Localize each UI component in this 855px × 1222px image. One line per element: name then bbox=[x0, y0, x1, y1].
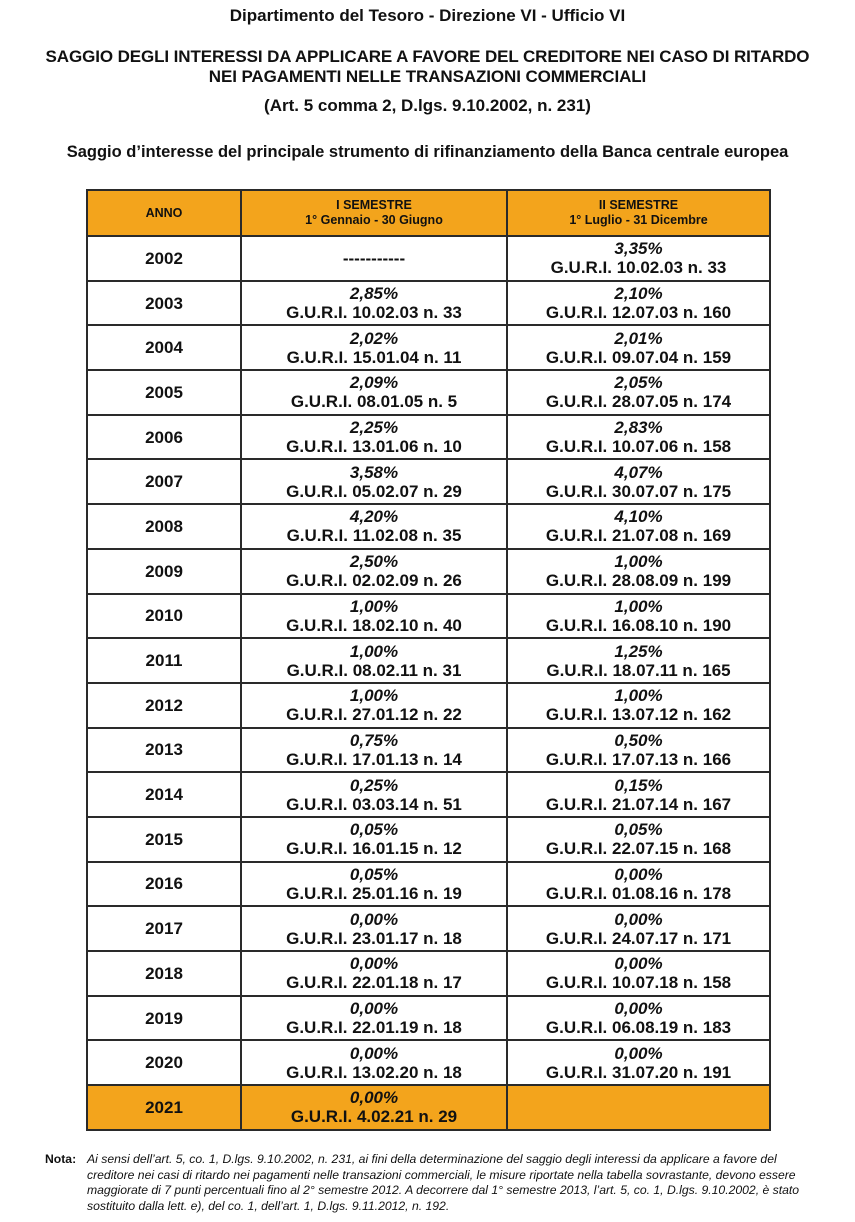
table-row bbox=[87, 683, 770, 728]
semester-1-rate: 1,00% bbox=[349, 596, 399, 616]
semester-1-rate: 2,09% bbox=[349, 373, 399, 393]
year-cell: 2019 bbox=[87, 996, 241, 1041]
semester-1-guri: G.U.R.I. 13.02.20 n. 18 bbox=[286, 1062, 462, 1082]
semester-2-cell bbox=[507, 370, 770, 415]
semester-1-cell bbox=[241, 996, 507, 1041]
semester-2-rate: 0,00% bbox=[614, 864, 663, 884]
semester-2-cell bbox=[507, 415, 770, 460]
semester-1-cell bbox=[241, 549, 507, 594]
semester-2-cell bbox=[507, 1085, 770, 1130]
table-row bbox=[87, 1085, 770, 1130]
table-row bbox=[87, 370, 770, 415]
year-cell: 2021 bbox=[87, 1085, 241, 1130]
semester-2-cell bbox=[507, 638, 770, 683]
table-row bbox=[87, 549, 770, 594]
semester-1-guri: G.U.R.I. 17.01.13 n. 14 bbox=[286, 749, 462, 769]
table-row bbox=[87, 728, 770, 773]
semester-2-cell bbox=[507, 1040, 770, 1085]
title-line-1: SAGGIO DEGLI INTERESSI DA APPLICARE A FAVORE DEL CREDITORE NEI CASO DI RITARDO bbox=[45, 47, 810, 66]
semester-1-guri: G.U.R.I. 10.02.03 n. 33 bbox=[286, 303, 462, 323]
semester-1-rate: 2,85% bbox=[349, 284, 399, 304]
year-cell: 2007 bbox=[87, 459, 241, 504]
year-cell: 2014 bbox=[87, 772, 241, 817]
table-row bbox=[87, 951, 770, 996]
semester-1-guri: G.U.R.I. 03.03.14 n. 51 bbox=[286, 794, 462, 814]
semester-2-rate: 1,00% bbox=[614, 686, 663, 706]
semester-1-cell bbox=[241, 236, 507, 281]
semester-1-cell bbox=[241, 1085, 507, 1130]
semester-2-cell bbox=[507, 683, 770, 728]
semester-2-rate: 1,00% bbox=[614, 596, 663, 616]
semester-1-rate: 0,00% bbox=[349, 954, 399, 974]
table-row bbox=[87, 236, 770, 281]
semester-2-guri: G.U.R.I. 21.07.08 n. 169 bbox=[545, 526, 732, 546]
interest-rate-table bbox=[86, 189, 771, 1131]
table-row bbox=[87, 1040, 770, 1085]
semester-1-guri: G.U.R.I. 11.02.08 n. 35 bbox=[286, 526, 462, 546]
semester-1-rate: 1,00% bbox=[349, 641, 399, 661]
semester-1-rate: 0,00% bbox=[349, 1043, 399, 1063]
footnote-label: Nota: bbox=[45, 1152, 77, 1166]
semester-1-guri: G.U.R.I. 4.02.21 n. 29 bbox=[290, 1107, 458, 1127]
semester-2-rate: 0,00% bbox=[614, 1043, 663, 1063]
semester-1-cell bbox=[241, 817, 507, 862]
semester-1-rate: 0,00% bbox=[349, 1088, 399, 1108]
semester-2-rate: 2,83% bbox=[614, 418, 663, 438]
semester-2-guri: G.U.R.I. 22.07.15 n. 168 bbox=[545, 839, 732, 859]
semester-2-guri: G.U.R.I. 16.08.10 n. 190 bbox=[545, 615, 732, 635]
semester-1-guri: G.U.R.I. 13.01.06 n. 10 bbox=[286, 437, 462, 457]
semester-1-guri: G.U.R.I. 22.01.19 n. 18 bbox=[286, 1018, 462, 1038]
semester-2-cell bbox=[507, 236, 770, 281]
semester-1-rate: 4,20% bbox=[349, 507, 399, 527]
semester-2-rate: 0,00% bbox=[614, 999, 663, 1019]
semester-2-guri: G.U.R.I. 21.07.14 n. 167 bbox=[545, 794, 732, 814]
semester-1-guri: G.U.R.I. 23.01.17 n. 18 bbox=[286, 928, 462, 948]
table-row bbox=[87, 638, 770, 683]
table-row bbox=[87, 459, 770, 504]
semester-1-cell bbox=[241, 1040, 507, 1085]
semester-2-cell bbox=[507, 817, 770, 862]
semester-1-cell bbox=[241, 951, 507, 996]
header-semester-2-title: II SEMESTRE bbox=[598, 198, 679, 212]
year-cell: 2010 bbox=[87, 594, 241, 639]
year-cell: 2003 bbox=[87, 281, 241, 326]
semester-2-rate: 4,10% bbox=[614, 507, 663, 527]
semester-2-guri: G.U.R.I. 31.07.20 n. 191 bbox=[545, 1062, 732, 1082]
table-row bbox=[87, 862, 770, 907]
semester-2-guri: G.U.R.I. 01.08.16 n. 178 bbox=[545, 883, 732, 903]
semester-1-cell bbox=[241, 862, 507, 907]
semester-2-rate: 2,01% bbox=[614, 328, 663, 348]
semester-2-cell bbox=[507, 549, 770, 594]
year-cell: 2013 bbox=[87, 728, 241, 773]
semester-2-cell bbox=[507, 459, 770, 504]
semester-2-rate: 0,50% bbox=[614, 730, 663, 750]
year-cell: 2004 bbox=[87, 325, 241, 370]
semester-2-cell bbox=[507, 862, 770, 907]
semester-2-guri: G.U.R.I. 10.02.03 n. 33 bbox=[550, 258, 727, 278]
semester-1-guri: G.U.R.I. 27.01.12 n. 22 bbox=[286, 705, 462, 725]
semester-2-cell bbox=[507, 906, 770, 951]
semester-2-guri: G.U.R.I. 28.07.05 n. 174 bbox=[545, 392, 732, 412]
semester-2-cell bbox=[507, 325, 770, 370]
table-row bbox=[87, 594, 770, 639]
document-title bbox=[0, 47, 855, 87]
semester-1-rate: 2,25% bbox=[349, 418, 399, 438]
year-cell: 2015 bbox=[87, 817, 241, 862]
header-semester-2-range: 1° Luglio - 31 Dicembre bbox=[569, 213, 708, 227]
header-semester-1-range: 1° Gennaio - 30 Giugno bbox=[305, 213, 443, 227]
semester-1-rate: 1,00% bbox=[349, 686, 399, 706]
year-cell: 2005 bbox=[87, 370, 241, 415]
semester-1-guri: G.U.R.I. 18.02.10 n. 40 bbox=[286, 615, 462, 635]
semester-2-guri: G.U.R.I. 24.07.17 n. 171 bbox=[545, 928, 732, 948]
semester-1-cell bbox=[241, 504, 507, 549]
semester-2-cell bbox=[507, 281, 770, 326]
year-cell: 2002 bbox=[87, 236, 241, 281]
law-reference: (Art. 5 comma 2, D.lgs. 9.10.2002, n. 231) bbox=[264, 96, 591, 115]
semester-1-rate: ----------- bbox=[342, 248, 406, 268]
table-row bbox=[87, 996, 770, 1041]
table-header-row bbox=[87, 190, 770, 236]
semester-2-guri: G.U.R.I. 10.07.18 n. 158 bbox=[545, 973, 732, 993]
semester-1-guri: G.U.R.I. 22.01.18 n. 17 bbox=[286, 973, 462, 993]
semester-1-cell bbox=[241, 594, 507, 639]
semester-1-guri: G.U.R.I. 25.01.16 n. 19 bbox=[286, 883, 462, 903]
semester-2-rate: 0,15% bbox=[614, 775, 663, 795]
semester-2-guri: G.U.R.I. 30.07.07 n. 175 bbox=[545, 481, 732, 501]
table-row bbox=[87, 281, 770, 326]
year-cell: 2018 bbox=[87, 951, 241, 996]
semester-1-cell bbox=[241, 772, 507, 817]
semester-1-rate: 0,25% bbox=[349, 775, 399, 795]
table-row bbox=[87, 504, 770, 549]
semester-1-guri: G.U.R.I. 02.02.09 n. 26 bbox=[286, 571, 462, 591]
semester-2-guri: G.U.R.I. 09.07.04 n. 159 bbox=[545, 347, 732, 367]
footnote-text: Ai sensi dell’art. 5, co. 1, D.lgs. 9.10.2002, n. 231, ai fini della determinazione del saggio degli interessi da applicare a favore del creditore nei casi di ritardo nei pagamenti nelle transazioni commerciali, le misure riportate nella tabella sovrastante, devono essere maggiorate di 7 punti percentuali fino al 2° semestre 2012. A decorrere dal 1° semestre 2013, l’art. 5, co. 1, D.lgs. 9.10.2002, è stato sostituito dalla lett. e), del co. 1, dell’art. 1, D.lgs. 9.11.2012, n. 192. bbox=[87, 1152, 800, 1213]
semester-2-guri: G.U.R.I. 10.07.06 n. 158 bbox=[545, 437, 732, 457]
semester-2-cell bbox=[507, 728, 770, 773]
semester-2-guri: G.U.R.I. 12.07.03 n. 160 bbox=[545, 303, 732, 323]
semester-1-guri: G.U.R.I. 15.01.04 n. 11 bbox=[286, 347, 462, 367]
semester-1-cell bbox=[241, 728, 507, 773]
semester-2-cell bbox=[507, 504, 770, 549]
semester-1-cell bbox=[241, 459, 507, 504]
semester-2-rate: 4,07% bbox=[614, 462, 663, 482]
semester-2-cell bbox=[507, 772, 770, 817]
semester-2-guri: G.U.R.I. 28.08.09 n. 199 bbox=[545, 571, 732, 591]
semester-1-cell bbox=[241, 683, 507, 728]
header-semester-1 bbox=[241, 190, 507, 236]
semester-1-guri: G.U.R.I. 08.01.05 n. 5 bbox=[290, 392, 458, 412]
semester-1-rate: 2,02% bbox=[349, 328, 399, 348]
semester-2-guri: G.U.R.I. 13.07.12 n. 162 bbox=[545, 705, 732, 725]
semester-2-rate: 3,35% bbox=[614, 239, 663, 259]
header-anno: ANNO bbox=[87, 190, 241, 236]
semester-1-rate: 0,75% bbox=[349, 730, 399, 750]
semester-1-guri: G.U.R.I. 16.01.15 n. 12 bbox=[286, 839, 462, 859]
semester-1-cell bbox=[241, 415, 507, 460]
semester-1-guri: G.U.R.I. 05.02.07 n. 29 bbox=[286, 481, 462, 501]
year-cell: 2016 bbox=[87, 862, 241, 907]
year-cell: 2011 bbox=[87, 638, 241, 683]
table-subtitle: Saggio d’interesse del principale strumento di rifinanziamento della Banca centrale europea bbox=[66, 143, 789, 161]
semester-2-cell bbox=[507, 996, 770, 1041]
semester-2-rate: 1,25% bbox=[614, 641, 663, 661]
semester-2-guri: G.U.R.I. 18.07.11 n. 165 bbox=[546, 660, 731, 680]
year-cell: 2006 bbox=[87, 415, 241, 460]
semester-1-cell bbox=[241, 638, 507, 683]
table-row bbox=[87, 906, 770, 951]
table-row bbox=[87, 817, 770, 862]
semester-2-rate: 1,00% bbox=[614, 552, 663, 572]
semester-1-guri: G.U.R.I. 08.02.11 n. 31 bbox=[286, 660, 462, 680]
semester-2-rate: 2,05% bbox=[614, 373, 663, 393]
year-cell: 2012 bbox=[87, 683, 241, 728]
title-line-2: NEI PAGAMENTI NELLE TRANSAZIONI COMMERCIALI bbox=[208, 67, 647, 86]
table-row bbox=[87, 772, 770, 817]
semester-2-guri: G.U.R.I. 06.08.19 n. 183 bbox=[545, 1018, 732, 1038]
semester-1-rate: 0,05% bbox=[349, 864, 399, 884]
header-semester-2 bbox=[507, 190, 770, 236]
semester-2-rate: 0,05% bbox=[614, 820, 663, 840]
semester-1-rate: 0,00% bbox=[349, 999, 399, 1019]
semester-1-rate: 2,50% bbox=[349, 552, 399, 572]
year-cell: 2017 bbox=[87, 906, 241, 951]
semester-1-cell bbox=[241, 325, 507, 370]
year-cell: 2020 bbox=[87, 1040, 241, 1085]
year-cell: 2008 bbox=[87, 504, 241, 549]
semester-1-cell bbox=[241, 370, 507, 415]
semester-2-cell bbox=[507, 594, 770, 639]
semester-2-rate: 2,10% bbox=[614, 284, 663, 304]
header-semester-1-title: I SEMESTRE bbox=[336, 198, 412, 212]
semester-2-rate: 0,00% bbox=[614, 954, 663, 974]
table-row bbox=[87, 325, 770, 370]
semester-2-guri: G.U.R.I. 17.07.13 n. 166 bbox=[545, 749, 732, 769]
semester-1-rate: 0,00% bbox=[349, 909, 399, 929]
semester-1-rate: 0,05% bbox=[349, 820, 399, 840]
semester-1-cell bbox=[241, 281, 507, 326]
semester-2-rate: 0,00% bbox=[614, 909, 663, 929]
semester-1-cell bbox=[241, 906, 507, 951]
semester-2-cell bbox=[507, 951, 770, 996]
department-heading: Dipartimento del Tesoro - Direzione VI - Ufficio VI bbox=[229, 6, 626, 25]
year-cell: 2009 bbox=[87, 549, 241, 594]
semester-1-rate: 3,58% bbox=[349, 462, 399, 482]
table-row bbox=[87, 415, 770, 460]
